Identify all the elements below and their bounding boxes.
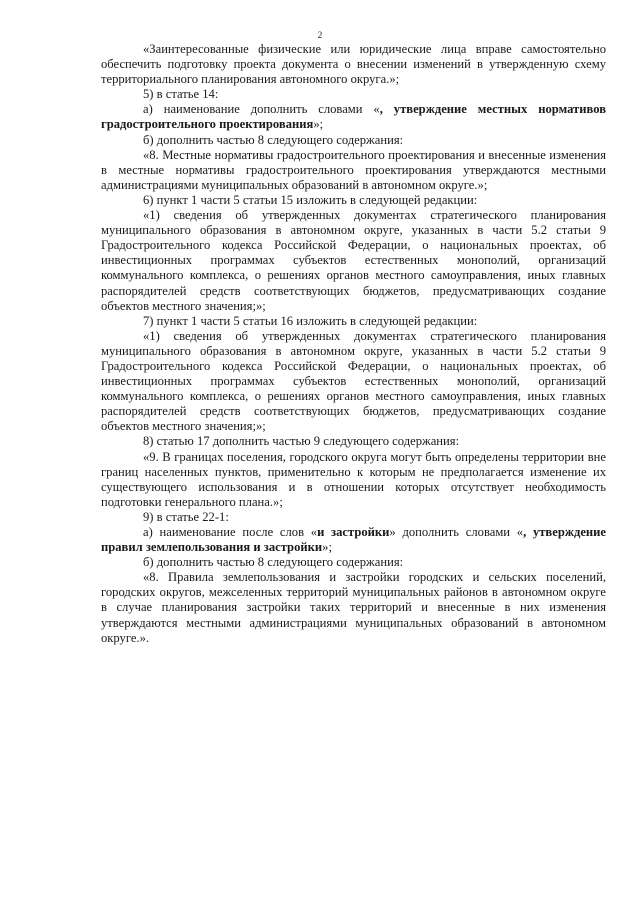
paragraph <box>101 133 606 148</box>
paragraph <box>101 510 606 525</box>
text-run: а) наименование после слов « <box>143 525 318 539</box>
text-run: 6) пункт 1 части 5 статьи 15 изложить в следующей редакции: <box>143 192 478 207</box>
paragraph <box>101 434 606 449</box>
document-body <box>101 42 606 646</box>
text-run: «1) сведения об утвержденных документах стратегического планирования муниципального образования в автономном округе, указанных в части 5.2 статьи 9 Градостроительного кодекса Российской Федерации, о национальных проектах, об инвестиционных программах субъектов естественных монополий, организаций коммунального комплекса, о решениях органов местного самоуправления, иных главных распорядителей средств соответствующих бюджетов, предусматривающих создание объектов местного значения;»; <box>101 208 606 313</box>
paragraph <box>101 314 606 329</box>
text-run: 7) пункт 1 части 5 статьи 16 изложить в следующей редакции: <box>143 313 478 328</box>
paragraph <box>101 570 606 645</box>
paragraph <box>101 208 606 314</box>
bold-text-run: , утверждение местных нормативов градостроительного проектирования <box>101 102 606 132</box>
paragraph <box>101 450 606 510</box>
paragraph <box>101 87 606 102</box>
text-run: » дополнить словами « <box>389 525 524 539</box>
text-run: «1) сведения об утвержденных документах стратегического планирования муниципального образования в автономном округе, указанных в части 5.2 статьи 9 Градостроительного кодекса Российской Федерации, о национальных проектах, об инвестиционных программах субъектов естественных монополий, организаций коммунального комплекса, о решениях органов местного самоуправления, иных главных распорядителей средств соответствующих бюджетов, предусматривающих создание объектов местного значения;»; <box>101 328 606 434</box>
text-run: 9) в статье 22-1: <box>143 509 229 524</box>
paragraph <box>101 193 606 208</box>
paragraph <box>101 555 606 570</box>
text-run: «8. Правила землепользования и застройки городских и сельских поселений, городских округов, межселенных территорий муниципальных районов в автономном округе в случае планирования застройки таких территорий и внесенные в них изменения утверждаются местными администрациями муниципальных образований в автономном округе.». <box>101 570 606 645</box>
text-run: «9. В границах поселения, городского округа могут быть определены территории вне границ населенных пунктов, применительно к которым не предполагается изменение их существующего использования и в отношении которых отсутствует необходимость подготовки генерального плана.»; <box>101 449 606 509</box>
text-run: »; <box>322 540 332 555</box>
paragraph <box>101 42 606 87</box>
text-run: б) дополнить частью 8 следующего содержания: <box>143 132 404 147</box>
paragraph <box>101 102 606 132</box>
text-run: «8. Местные нормативы градостроительного проектирования и внесенные изменения в местные нормативы градостроительного проектирования утверждаются местными администрациями муниципальных образований в автономном округе.»; <box>101 147 606 192</box>
paragraph <box>101 148 606 193</box>
text-run: «Заинтересованные физические или юридические лица вправе самостоятельно обеспечить подготовку проекта документа о внесении изменений в утвержденную схему территориального планирования автономного округа.»; <box>101 42 606 87</box>
text-run: а) наименование дополнить словами « <box>143 102 380 117</box>
paragraph <box>101 525 606 555</box>
paragraph <box>101 329 606 435</box>
bold-text-run: , утверждение правил землепользования и застройки <box>101 525 607 555</box>
text-run: 8) статью 17 дополнить частью 9 следующего содержания: <box>143 434 460 449</box>
text-run: »; <box>313 117 324 132</box>
text-run: 5) в статье 14: <box>143 87 219 102</box>
page-number: 2 <box>317 30 323 40</box>
bold-text-run: и застройки <box>317 525 390 539</box>
text-run: б) дополнить частью 8 следующего содержания: <box>143 555 404 570</box>
